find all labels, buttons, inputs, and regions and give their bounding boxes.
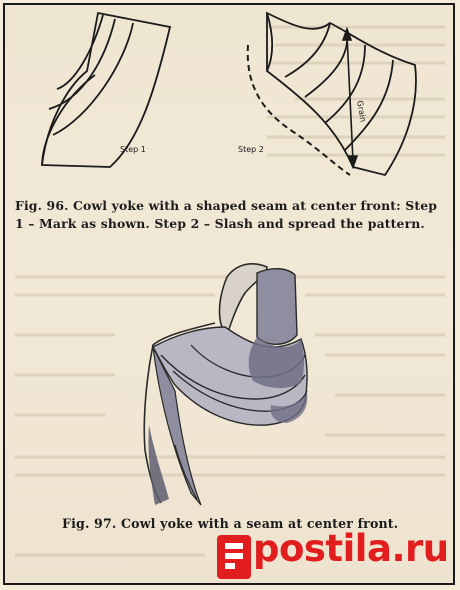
- book-page: [3, 3, 455, 585]
- watermark-text: postila.ru: [253, 527, 449, 570]
- figure-97-illustration: [5, 5, 453, 583]
- cowl-drape-drawing: [144, 264, 307, 505]
- figure-97-text: Cowl yoke with a seam at center front.: [120, 516, 399, 531]
- figure-96-text: Cowl yoke with a shaped seam at center front: Step 1 – Mark as shown. Step 2 – Slash and spread the pattern.: [15, 198, 438, 231]
- grain-label: Grain: [355, 99, 368, 123]
- figure-97-label: Fig. 97.: [62, 516, 117, 531]
- step2-label: Step 2: [238, 145, 264, 154]
- step1-label: Step 1: [120, 145, 146, 154]
- figure-96-label: Fig. 96.: [15, 198, 69, 213]
